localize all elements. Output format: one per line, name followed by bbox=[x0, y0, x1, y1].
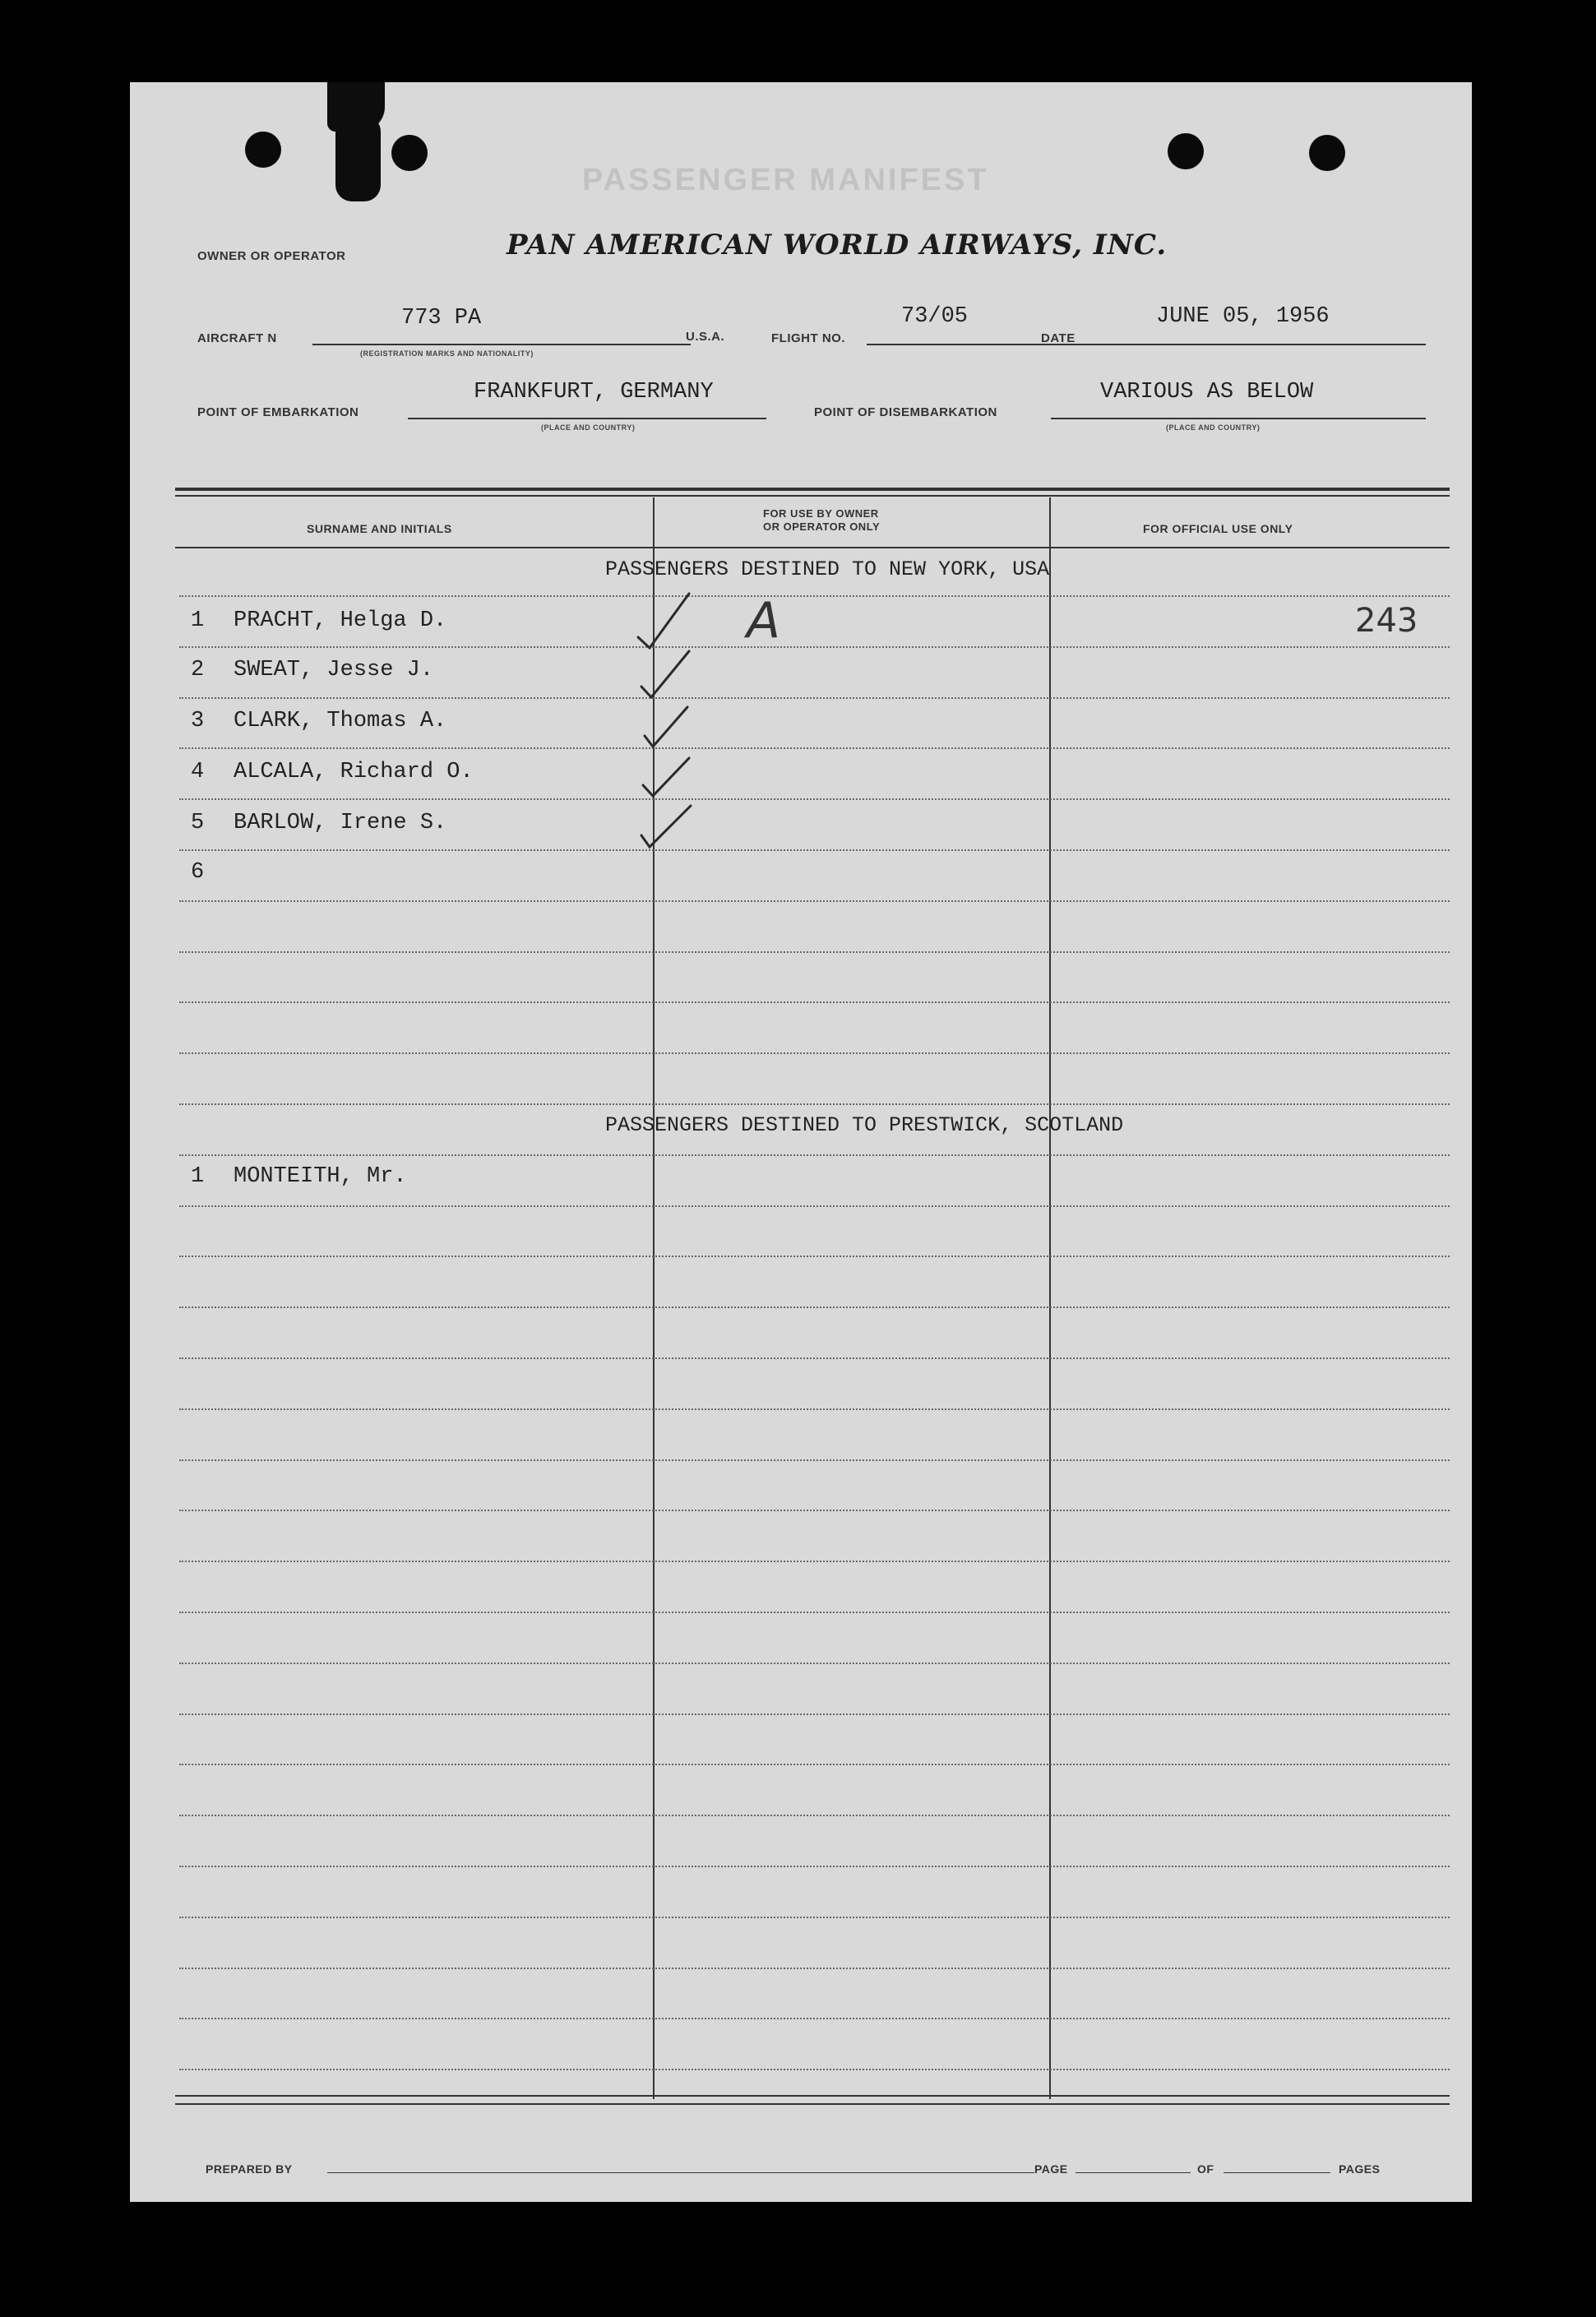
aircraft-value: 773 PA bbox=[401, 306, 482, 331]
ruled-line bbox=[179, 1968, 1450, 1969]
ruled-line bbox=[179, 1357, 1450, 1359]
header-rule bbox=[175, 547, 1450, 548]
col-surname: SURNAME AND INITIALS bbox=[307, 522, 452, 535]
disembark-label: POINT OF DISEMBARKATION bbox=[814, 405, 997, 419]
of-label: OF bbox=[1197, 2162, 1214, 2176]
ruled-line bbox=[179, 798, 1450, 800]
ruled-line bbox=[179, 1713, 1450, 1715]
ruled-line bbox=[179, 595, 1450, 597]
punch-hole bbox=[1309, 135, 1345, 171]
embark-line bbox=[408, 418, 766, 419]
row-number: 5 bbox=[191, 811, 205, 835]
passenger-name: MONTEITH, Mr. bbox=[234, 1164, 407, 1189]
ruled-line bbox=[179, 1866, 1450, 1867]
ruled-line bbox=[179, 747, 1450, 749]
row-number: 1 bbox=[191, 608, 205, 633]
table-top-rule bbox=[175, 488, 1450, 491]
ruled-line bbox=[179, 849, 1450, 851]
disembark-line bbox=[1051, 418, 1426, 419]
punch-hole bbox=[1168, 133, 1204, 169]
aircraft-line bbox=[312, 344, 691, 345]
date-line bbox=[1082, 344, 1426, 345]
flight-label: FLIGHT NO. bbox=[771, 331, 845, 345]
ruled-line bbox=[179, 1663, 1450, 1664]
date-value: JUNE 05, 1956 bbox=[1156, 304, 1330, 329]
passenger-name: CLARK, Thomas A. bbox=[234, 709, 447, 733]
col-owner-use: FOR USE BY OWNER bbox=[763, 507, 879, 520]
ruled-line bbox=[179, 1459, 1450, 1461]
passenger-name: ALCALA, Richard O. bbox=[234, 760, 474, 784]
aircraft-label: AIRCRAFT N bbox=[197, 331, 277, 345]
table-bottom-rule bbox=[175, 2095, 1450, 2097]
punch-hole bbox=[245, 132, 281, 168]
ruled-line bbox=[179, 1052, 1450, 1054]
ruled-line bbox=[179, 1510, 1450, 1511]
flight-value: 73/05 bbox=[901, 304, 969, 329]
ruled-line bbox=[179, 1001, 1450, 1003]
embark-label: POINT OF EMBARKATION bbox=[197, 405, 359, 419]
form-title: PASSENGER MANIFEST bbox=[582, 163, 989, 197]
ruled-line bbox=[179, 1103, 1450, 1105]
prepared-label: PREPARED BY bbox=[206, 2162, 293, 2176]
row-number: 2 bbox=[191, 658, 205, 682]
registration-caption: (REGISTRATION MARKS AND NATIONALITY) bbox=[360, 349, 534, 358]
table-bottom-rule bbox=[175, 2103, 1450, 2105]
passenger-name: SWEAT, Jesse J. bbox=[234, 658, 434, 682]
ruled-line bbox=[179, 1306, 1450, 1308]
handwritten-mark: A bbox=[747, 592, 781, 650]
table-top-rule bbox=[175, 495, 1450, 497]
passenger-name: PRACHT, Helga D. bbox=[234, 608, 447, 633]
manifest-sheet bbox=[130, 82, 1472, 2202]
embark-caption: (PLACE AND COUNTRY) bbox=[541, 423, 636, 432]
section-heading: PASSENGERS DESTINED TO PRESTWICK, SCOTLAND bbox=[605, 1113, 1124, 1137]
ruled-line bbox=[179, 900, 1450, 902]
embark-value: FRANKFURT, GERMANY bbox=[474, 380, 714, 405]
ruled-line bbox=[179, 951, 1450, 953]
ruled-line bbox=[179, 1205, 1450, 1207]
ruled-line bbox=[179, 2069, 1450, 2070]
disembark-caption: (PLACE AND COUNTRY) bbox=[1166, 423, 1261, 432]
col-official: FOR OFFICIAL USE ONLY bbox=[1143, 522, 1293, 535]
ruled-line bbox=[179, 1815, 1450, 1816]
row-number: 3 bbox=[191, 709, 205, 733]
usa-label: U.S.A. bbox=[686, 330, 725, 344]
operator-name: PAN AMERICAN WORLD AIRWAYS, INC. bbox=[507, 229, 1168, 261]
section-heading: PASSENGERS DESTINED TO NEW YORK, USA bbox=[605, 557, 1050, 581]
punch-hole bbox=[391, 135, 428, 171]
official-number: 243 bbox=[1355, 602, 1418, 640]
ruled-line bbox=[179, 1561, 1450, 1562]
ruled-line bbox=[179, 1764, 1450, 1765]
page-line bbox=[1076, 2172, 1191, 2173]
prepared-line bbox=[327, 2172, 1034, 2173]
row-number: 6 bbox=[191, 860, 205, 885]
page-label: PAGE bbox=[1034, 2162, 1068, 2176]
ruled-line bbox=[179, 2018, 1450, 2019]
ruled-line bbox=[179, 1917, 1450, 1918]
col-owner-use: OR OPERATOR ONLY bbox=[763, 520, 881, 533]
passenger-name: BARLOW, Irene S. bbox=[234, 811, 447, 835]
ruled-line bbox=[179, 1612, 1450, 1613]
disembark-value: VARIOUS AS BELOW bbox=[1100, 380, 1314, 405]
ruled-line bbox=[179, 1154, 1450, 1156]
row-number: 1 bbox=[191, 1164, 205, 1189]
check-marks bbox=[631, 576, 738, 880]
column-divider bbox=[1049, 497, 1051, 2099]
ruled-line bbox=[179, 646, 1450, 648]
torn-corner bbox=[335, 115, 381, 201]
ruled-line bbox=[179, 1256, 1450, 1257]
of-line bbox=[1224, 2172, 1330, 2173]
owner-label: OWNER OR OPERATOR bbox=[197, 249, 346, 263]
row-number: 4 bbox=[191, 760, 205, 784]
ruled-line bbox=[179, 697, 1450, 699]
ruled-line bbox=[179, 1408, 1450, 1410]
pages-label: PAGES bbox=[1339, 2162, 1381, 2176]
date-label: DATE bbox=[1041, 331, 1076, 345]
